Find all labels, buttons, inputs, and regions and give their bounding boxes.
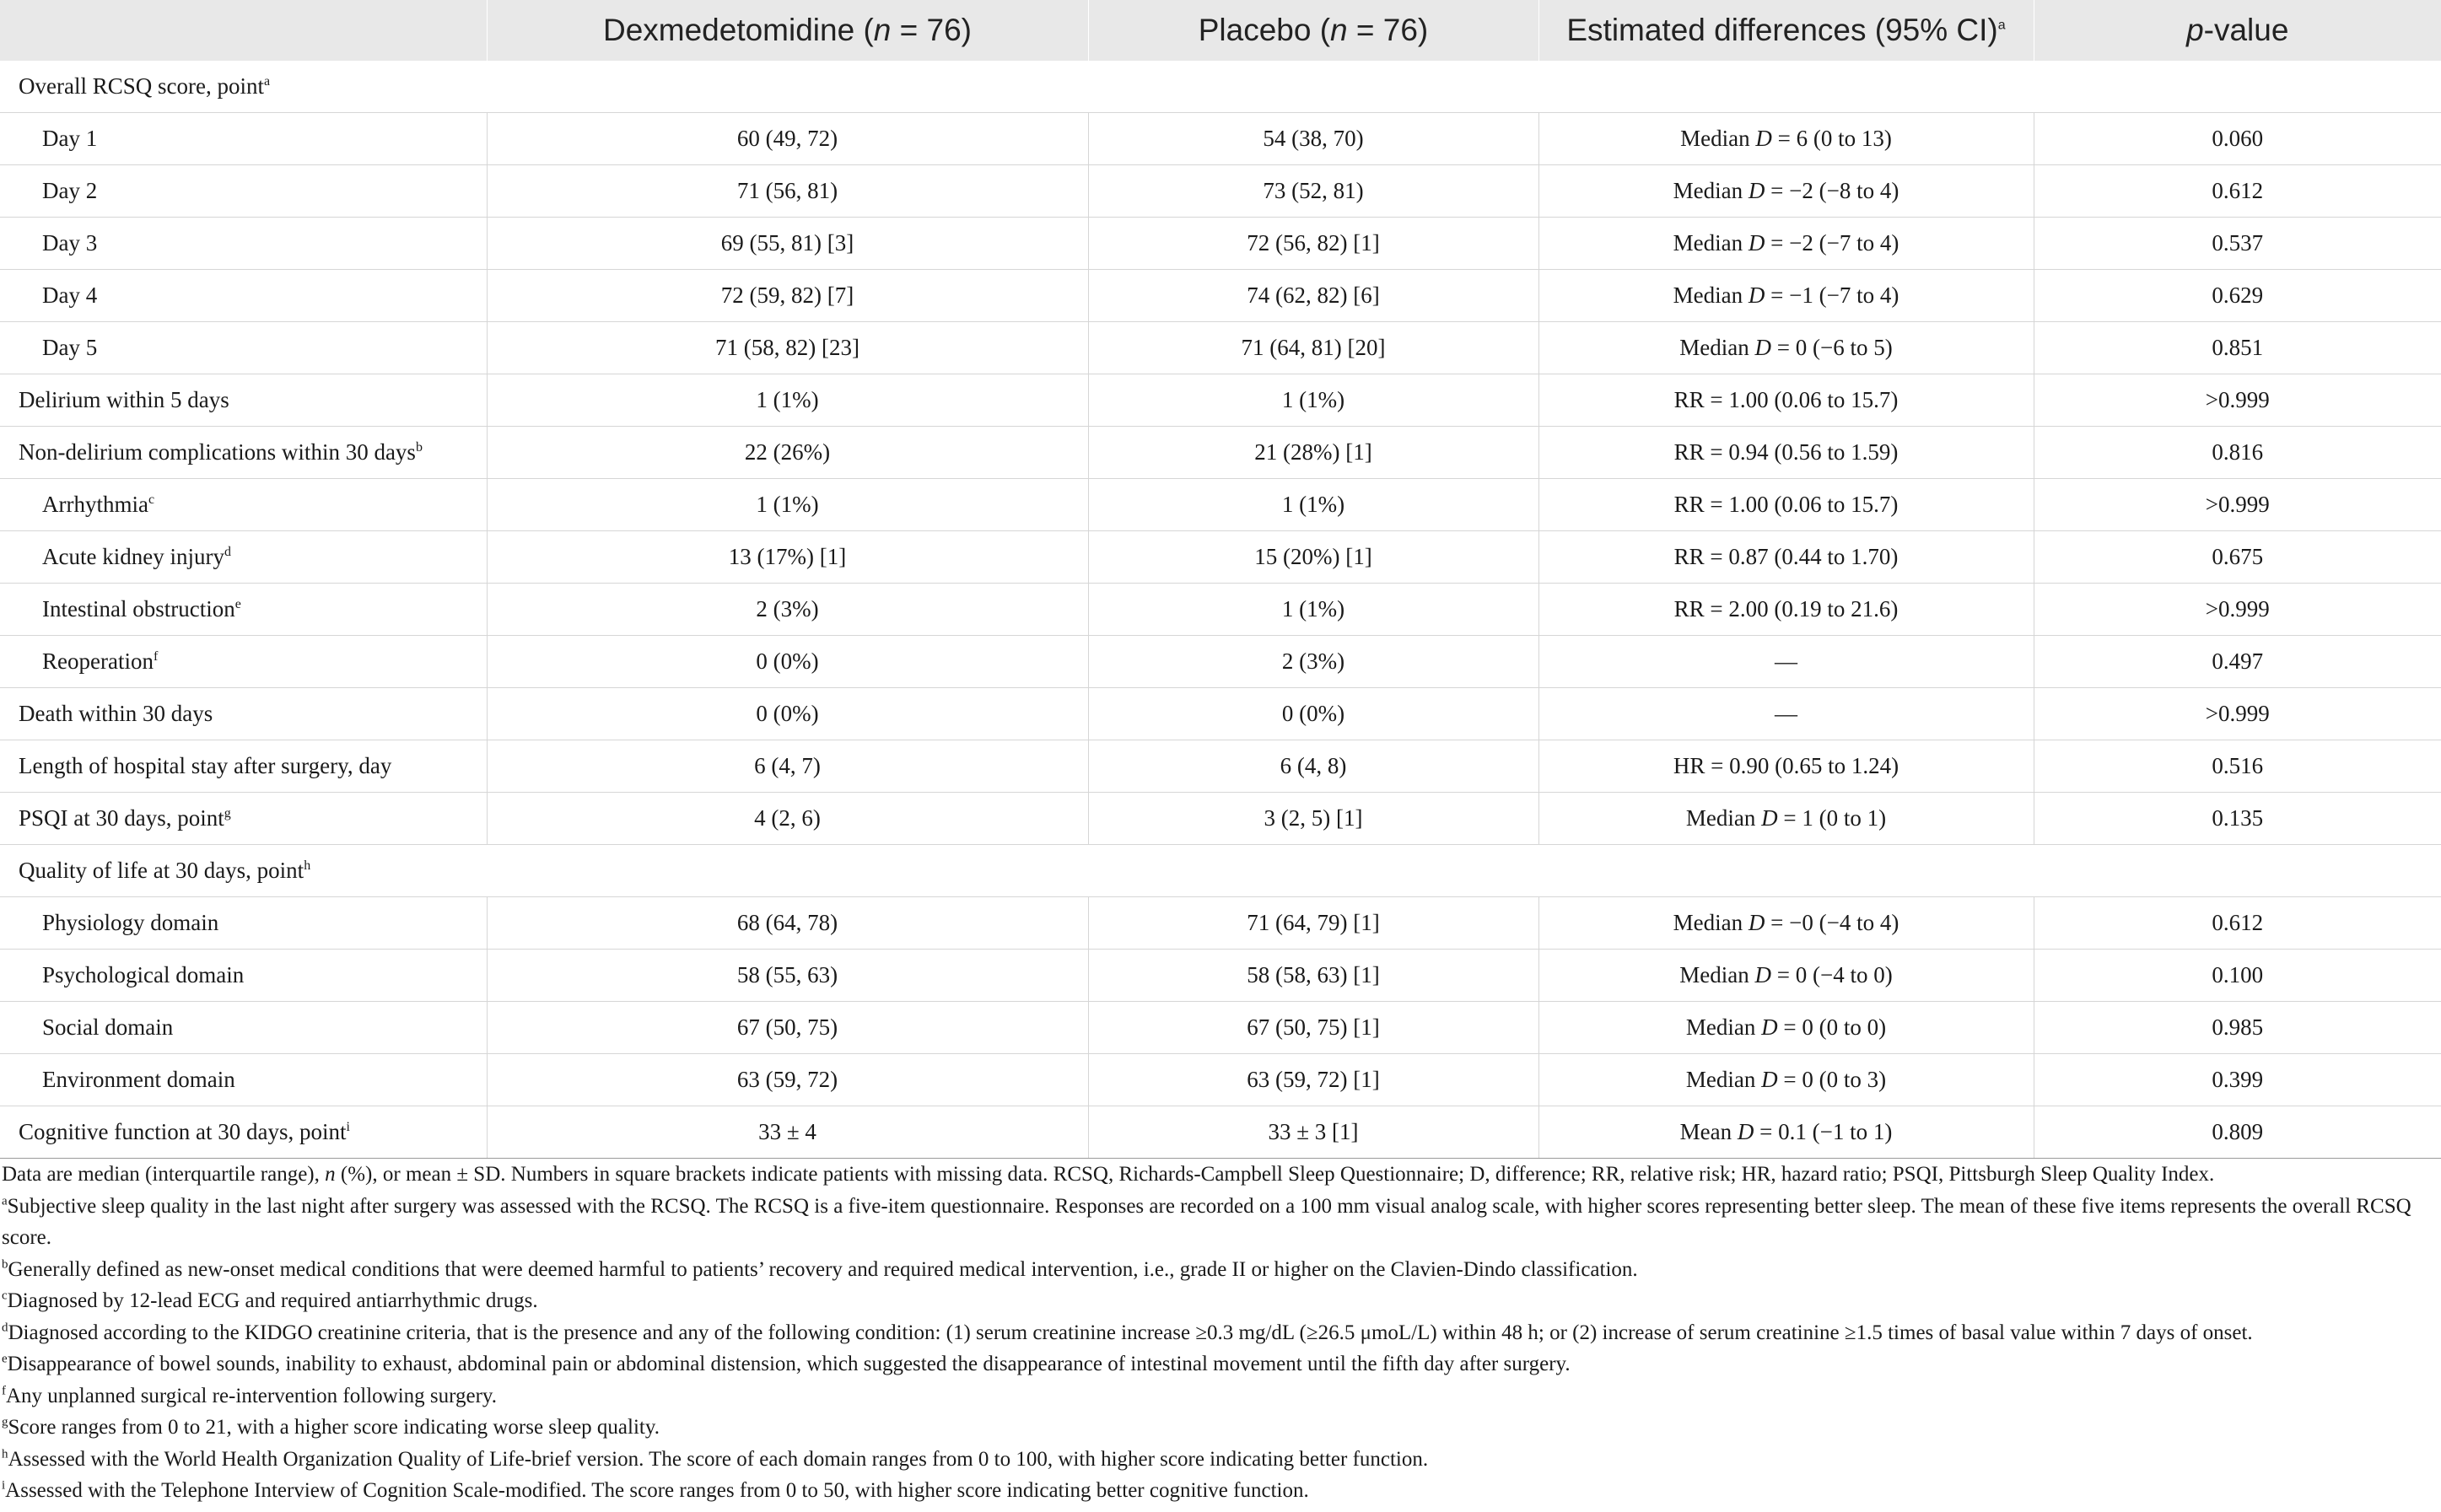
placebo-value: 15 (20%) [1] bbox=[1088, 531, 1538, 584]
placebo-value: 33 ± 3 [1] bbox=[1088, 1106, 1538, 1159]
table-row bbox=[0, 688, 2441, 740]
placebo-value: 71 (64, 81) [20] bbox=[1088, 322, 1538, 374]
p-value: 0.612 bbox=[2034, 897, 2441, 950]
footnote-h: $^h$Assessed with the World Health Organization Quality of Life-brief version. The score of each domain ranges from 0 to 100, with higher score indicating better function. bbox=[2, 1447, 1429, 1471]
section-row-quality-of-life bbox=[0, 845, 2441, 897]
table-row bbox=[0, 531, 2441, 584]
dexmedetomidine-value: 0 (0%) bbox=[487, 688, 1088, 740]
estimated-difference: Median D = 0 (0 to 0) bbox=[1538, 1002, 2034, 1054]
footnote-e: $^e$Disappearance of bowel sounds, inability to exhaust, abdominal pain or abdominal distension, which suggested the disappearance of intestinal movement until the fifth day after surgery. bbox=[2, 1352, 1571, 1375]
table-row bbox=[0, 270, 2441, 322]
section-label: Quality of life at 30 days, point$^h$ bbox=[0, 845, 2441, 897]
dexmedetomidine-value: 68 (64, 78) bbox=[487, 897, 1088, 950]
table-row bbox=[0, 427, 2441, 479]
p-value: 0.100 bbox=[2034, 950, 2441, 1002]
footnote-i: $^i$Assessed with the Telephone Interview of Cognition Scale-modified. The score ranges from 0 to 50, with higher score indicating better cognitive function. bbox=[2, 1478, 1309, 1502]
dexmedetomidine-value: 1 (1%) bbox=[487, 374, 1088, 427]
section-row-rcsq bbox=[0, 61, 2441, 113]
estimated-difference: Median D = 0 (0 to 3) bbox=[1538, 1054, 2034, 1106]
table-row bbox=[0, 374, 2441, 427]
header-p-value: p-value bbox=[2034, 0, 2441, 61]
placebo-value: 74 (62, 82) [6] bbox=[1088, 270, 1538, 322]
estimated-difference: Median D = −0 (−4 to 4) bbox=[1538, 897, 2034, 950]
table-row bbox=[0, 165, 2441, 218]
row-label: Length of hospital stay after surgery, day bbox=[0, 740, 487, 793]
placebo-value: 1 (1%) bbox=[1088, 479, 1538, 531]
table-row bbox=[0, 479, 2441, 531]
footnote-b: $^b$Generally defined as new-onset medical conditions that were deemed harmful to patients’ recovery and required medical intervention, i.e., grade II or higher on the Clavien-Dindo classification. bbox=[2, 1257, 1638, 1281]
estimated-difference: HR = 0.90 (0.65 to 1.24) bbox=[1538, 740, 2034, 793]
row-label: Delirium within 5 days bbox=[0, 374, 487, 427]
placebo-value: 6 (4, 8) bbox=[1088, 740, 1538, 793]
dexmedetomidine-value: 0 (0%) bbox=[487, 636, 1088, 688]
placebo-value: 54 (38, 70) bbox=[1088, 113, 1538, 165]
row-label: Day 5 bbox=[0, 322, 487, 374]
row-label: Arrhythmia$^c$ bbox=[0, 479, 487, 531]
estimated-difference: — bbox=[1538, 688, 2034, 740]
dexmedetomidine-value: 63 (59, 72) bbox=[487, 1054, 1088, 1106]
table-row bbox=[0, 1054, 2441, 1106]
section-label: Overall RCSQ score, point$^a$ bbox=[0, 61, 2441, 113]
footnote-g: $^g$Score ranges from 0 to 21, with a higher score indicating worse sleep quality. bbox=[2, 1415, 660, 1439]
row-label: Social domain bbox=[0, 1002, 487, 1054]
placebo-value: 73 (52, 81) bbox=[1088, 165, 1538, 218]
p-value: >0.999 bbox=[2034, 374, 2441, 427]
table-row bbox=[0, 950, 2441, 1002]
estimated-difference: Median D = −2 (−8 to 4) bbox=[1538, 165, 2034, 218]
dexmedetomidine-value: 71 (56, 81) bbox=[487, 165, 1088, 218]
p-value: 0.135 bbox=[2034, 793, 2441, 845]
p-value: 0.537 bbox=[2034, 218, 2441, 270]
estimated-difference: Median D = 6 (0 to 13) bbox=[1538, 113, 2034, 165]
p-value: 0.851 bbox=[2034, 322, 2441, 374]
footnote-c: $^c$Diagnosed by 12-lead ECG and required antiarrhythmic drugs. bbox=[2, 1289, 538, 1312]
table-row bbox=[0, 636, 2441, 688]
p-value: 0.809 bbox=[2034, 1106, 2441, 1159]
dexmedetomidine-value: 58 (55, 63) bbox=[487, 950, 1088, 1002]
placebo-value: 72 (56, 82) [1] bbox=[1088, 218, 1538, 270]
estimated-difference: Median D = −1 (−7 to 4) bbox=[1538, 270, 2034, 322]
row-label: Physiology domain bbox=[0, 897, 487, 950]
row-label: Day 1 bbox=[0, 113, 487, 165]
p-value: 0.612 bbox=[2034, 165, 2441, 218]
row-label: Environment domain bbox=[0, 1054, 487, 1106]
estimated-difference: RR = 1.00 (0.06 to 15.7) bbox=[1538, 374, 2034, 427]
p-value: >0.999 bbox=[2034, 688, 2441, 740]
p-value: 0.675 bbox=[2034, 531, 2441, 584]
p-value: >0.999 bbox=[2034, 584, 2441, 636]
p-value: 0.985 bbox=[2034, 1002, 2441, 1054]
p-value: 0.629 bbox=[2034, 270, 2441, 322]
footnote-d: $^d$Diagnosed according to the KIDGO creatinine criteria, that is the presence and any of the following condition: (1) serum creatinine increase ≥0.3 mg/dL (≥26.5 μmoL/L) within 48 h; or (2) increase of serum creatinine ≥1.5 times of basal value within 7 days of onset. bbox=[2, 1321, 2253, 1344]
dexmedetomidine-value: 13 (17%) [1] bbox=[487, 531, 1088, 584]
table-header-row bbox=[0, 0, 2441, 61]
dexmedetomidine-value: 22 (26%) bbox=[487, 427, 1088, 479]
placebo-value: 2 (3%) bbox=[1088, 636, 1538, 688]
p-value: 0.060 bbox=[2034, 113, 2441, 165]
row-label: Psychological domain bbox=[0, 950, 487, 1002]
placebo-value: 3 (2, 5) [1] bbox=[1088, 793, 1538, 845]
placebo-value: 58 (58, 63) [1] bbox=[1088, 950, 1538, 1002]
dexmedetomidine-value: 60 (49, 72) bbox=[487, 113, 1088, 165]
placebo-value: 71 (64, 79) [1] bbox=[1088, 897, 1538, 950]
header-estimated-differences: Estimated differences (95% CI)$^a$ bbox=[1538, 0, 2034, 61]
row-label: Acute kidney injury$^d$ bbox=[0, 531, 487, 584]
dexmedetomidine-value: 1 (1%) bbox=[487, 479, 1088, 531]
p-value: 0.516 bbox=[2034, 740, 2441, 793]
estimated-difference: RR = 0.87 (0.44 to 1.70) bbox=[1538, 531, 2034, 584]
row-label: Reoperation$^f$ bbox=[0, 636, 487, 688]
table-row bbox=[0, 897, 2441, 950]
footnote-a: $^a$Subjective sleep quality in the last night after surgery was assessed with the RCSQ. The RCSQ is a five-item questionnaire. Responses are recorded on a 100 mm visual analog scale, with higher scores representing better sleep. The mean of these five items represents the overall RCSQ score. bbox=[2, 1194, 2411, 1249]
dexmedetomidine-value: 71 (58, 82) [23] bbox=[487, 322, 1088, 374]
p-value: 0.816 bbox=[2034, 427, 2441, 479]
table-row bbox=[0, 322, 2441, 374]
dexmedetomidine-value: 6 (4, 7) bbox=[487, 740, 1088, 793]
table-row bbox=[0, 740, 2441, 793]
row-label: Day 2 bbox=[0, 165, 487, 218]
table-row bbox=[0, 1002, 2441, 1054]
placebo-value: 63 (59, 72) [1] bbox=[1088, 1054, 1538, 1106]
dexmedetomidine-value: 72 (59, 82) [7] bbox=[487, 270, 1088, 322]
estimated-difference: — bbox=[1538, 636, 2034, 688]
table-footnotes bbox=[0, 1159, 2431, 1507]
estimated-difference: Median D = −2 (−7 to 4) bbox=[1538, 218, 2034, 270]
row-label: PSQI at 30 days, point$^g$ bbox=[0, 793, 487, 845]
p-value: >0.999 bbox=[2034, 479, 2441, 531]
footnote-general: Data are median (interquartile range), n (%), or mean ± SD. Numbers in square brackets indicate patients with missing data. RCSQ, Richards-Campbell Sleep Questionnaire; D, difference; RR, relative risk; HR, hazard ratio; PSQI, Pittsburgh Sleep Quality Index. bbox=[2, 1163, 2215, 1186]
estimated-difference: Median D = 0 (−6 to 5) bbox=[1538, 322, 2034, 374]
estimated-difference: RR = 1.00 (0.06 to 15.7) bbox=[1538, 479, 2034, 531]
dexmedetomidine-value: 69 (55, 81) [3] bbox=[487, 218, 1088, 270]
estimated-difference: Mean D = 0.1 (−1 to 1) bbox=[1538, 1106, 2034, 1159]
header-placebo: Placebo (n = 76) bbox=[1088, 0, 1538, 61]
dexmedetomidine-value: 4 (2, 6) bbox=[487, 793, 1088, 845]
placebo-value: 1 (1%) bbox=[1088, 584, 1538, 636]
table-row bbox=[0, 1106, 2441, 1159]
placebo-value: 0 (0%) bbox=[1088, 688, 1538, 740]
estimated-difference: Median D = 1 (0 to 1) bbox=[1538, 793, 2034, 845]
header-outcome bbox=[0, 0, 487, 61]
p-value: 0.399 bbox=[2034, 1054, 2441, 1106]
dexmedetomidine-value: 2 (3%) bbox=[487, 584, 1088, 636]
placebo-value: 21 (28%) [1] bbox=[1088, 427, 1538, 479]
estimated-difference: RR = 2.00 (0.19 to 21.6) bbox=[1538, 584, 2034, 636]
header-dexmedetomidine: Dexmedetomidine (n = 76) bbox=[487, 0, 1088, 61]
row-label: Death within 30 days bbox=[0, 688, 487, 740]
estimated-difference: RR = 0.94 (0.56 to 1.59) bbox=[1538, 427, 2034, 479]
table-row bbox=[0, 793, 2441, 845]
dexmedetomidine-value: 33 ± 4 bbox=[487, 1106, 1088, 1159]
row-label: Intestinal obstruction$^e$ bbox=[0, 584, 487, 636]
table-row bbox=[0, 584, 2441, 636]
table-row bbox=[0, 218, 2441, 270]
placebo-value: 67 (50, 75) [1] bbox=[1088, 1002, 1538, 1054]
table-row bbox=[0, 113, 2441, 165]
row-label: Day 4 bbox=[0, 270, 487, 322]
estimated-difference: Median D = 0 (−4 to 0) bbox=[1538, 950, 2034, 1002]
footnote-f: $^f$Any unplanned surgical re-intervention following surgery. bbox=[2, 1384, 498, 1407]
dexmedetomidine-value: 67 (50, 75) bbox=[487, 1002, 1088, 1054]
row-label: Day 3 bbox=[0, 218, 487, 270]
row-label: Non-delirium complications within 30 days$^b$ bbox=[0, 427, 487, 479]
placebo-value: 1 (1%) bbox=[1088, 374, 1538, 427]
p-value: 0.497 bbox=[2034, 636, 2441, 688]
row-label: Cognitive function at 30 days, point$^i$ bbox=[0, 1106, 487, 1159]
